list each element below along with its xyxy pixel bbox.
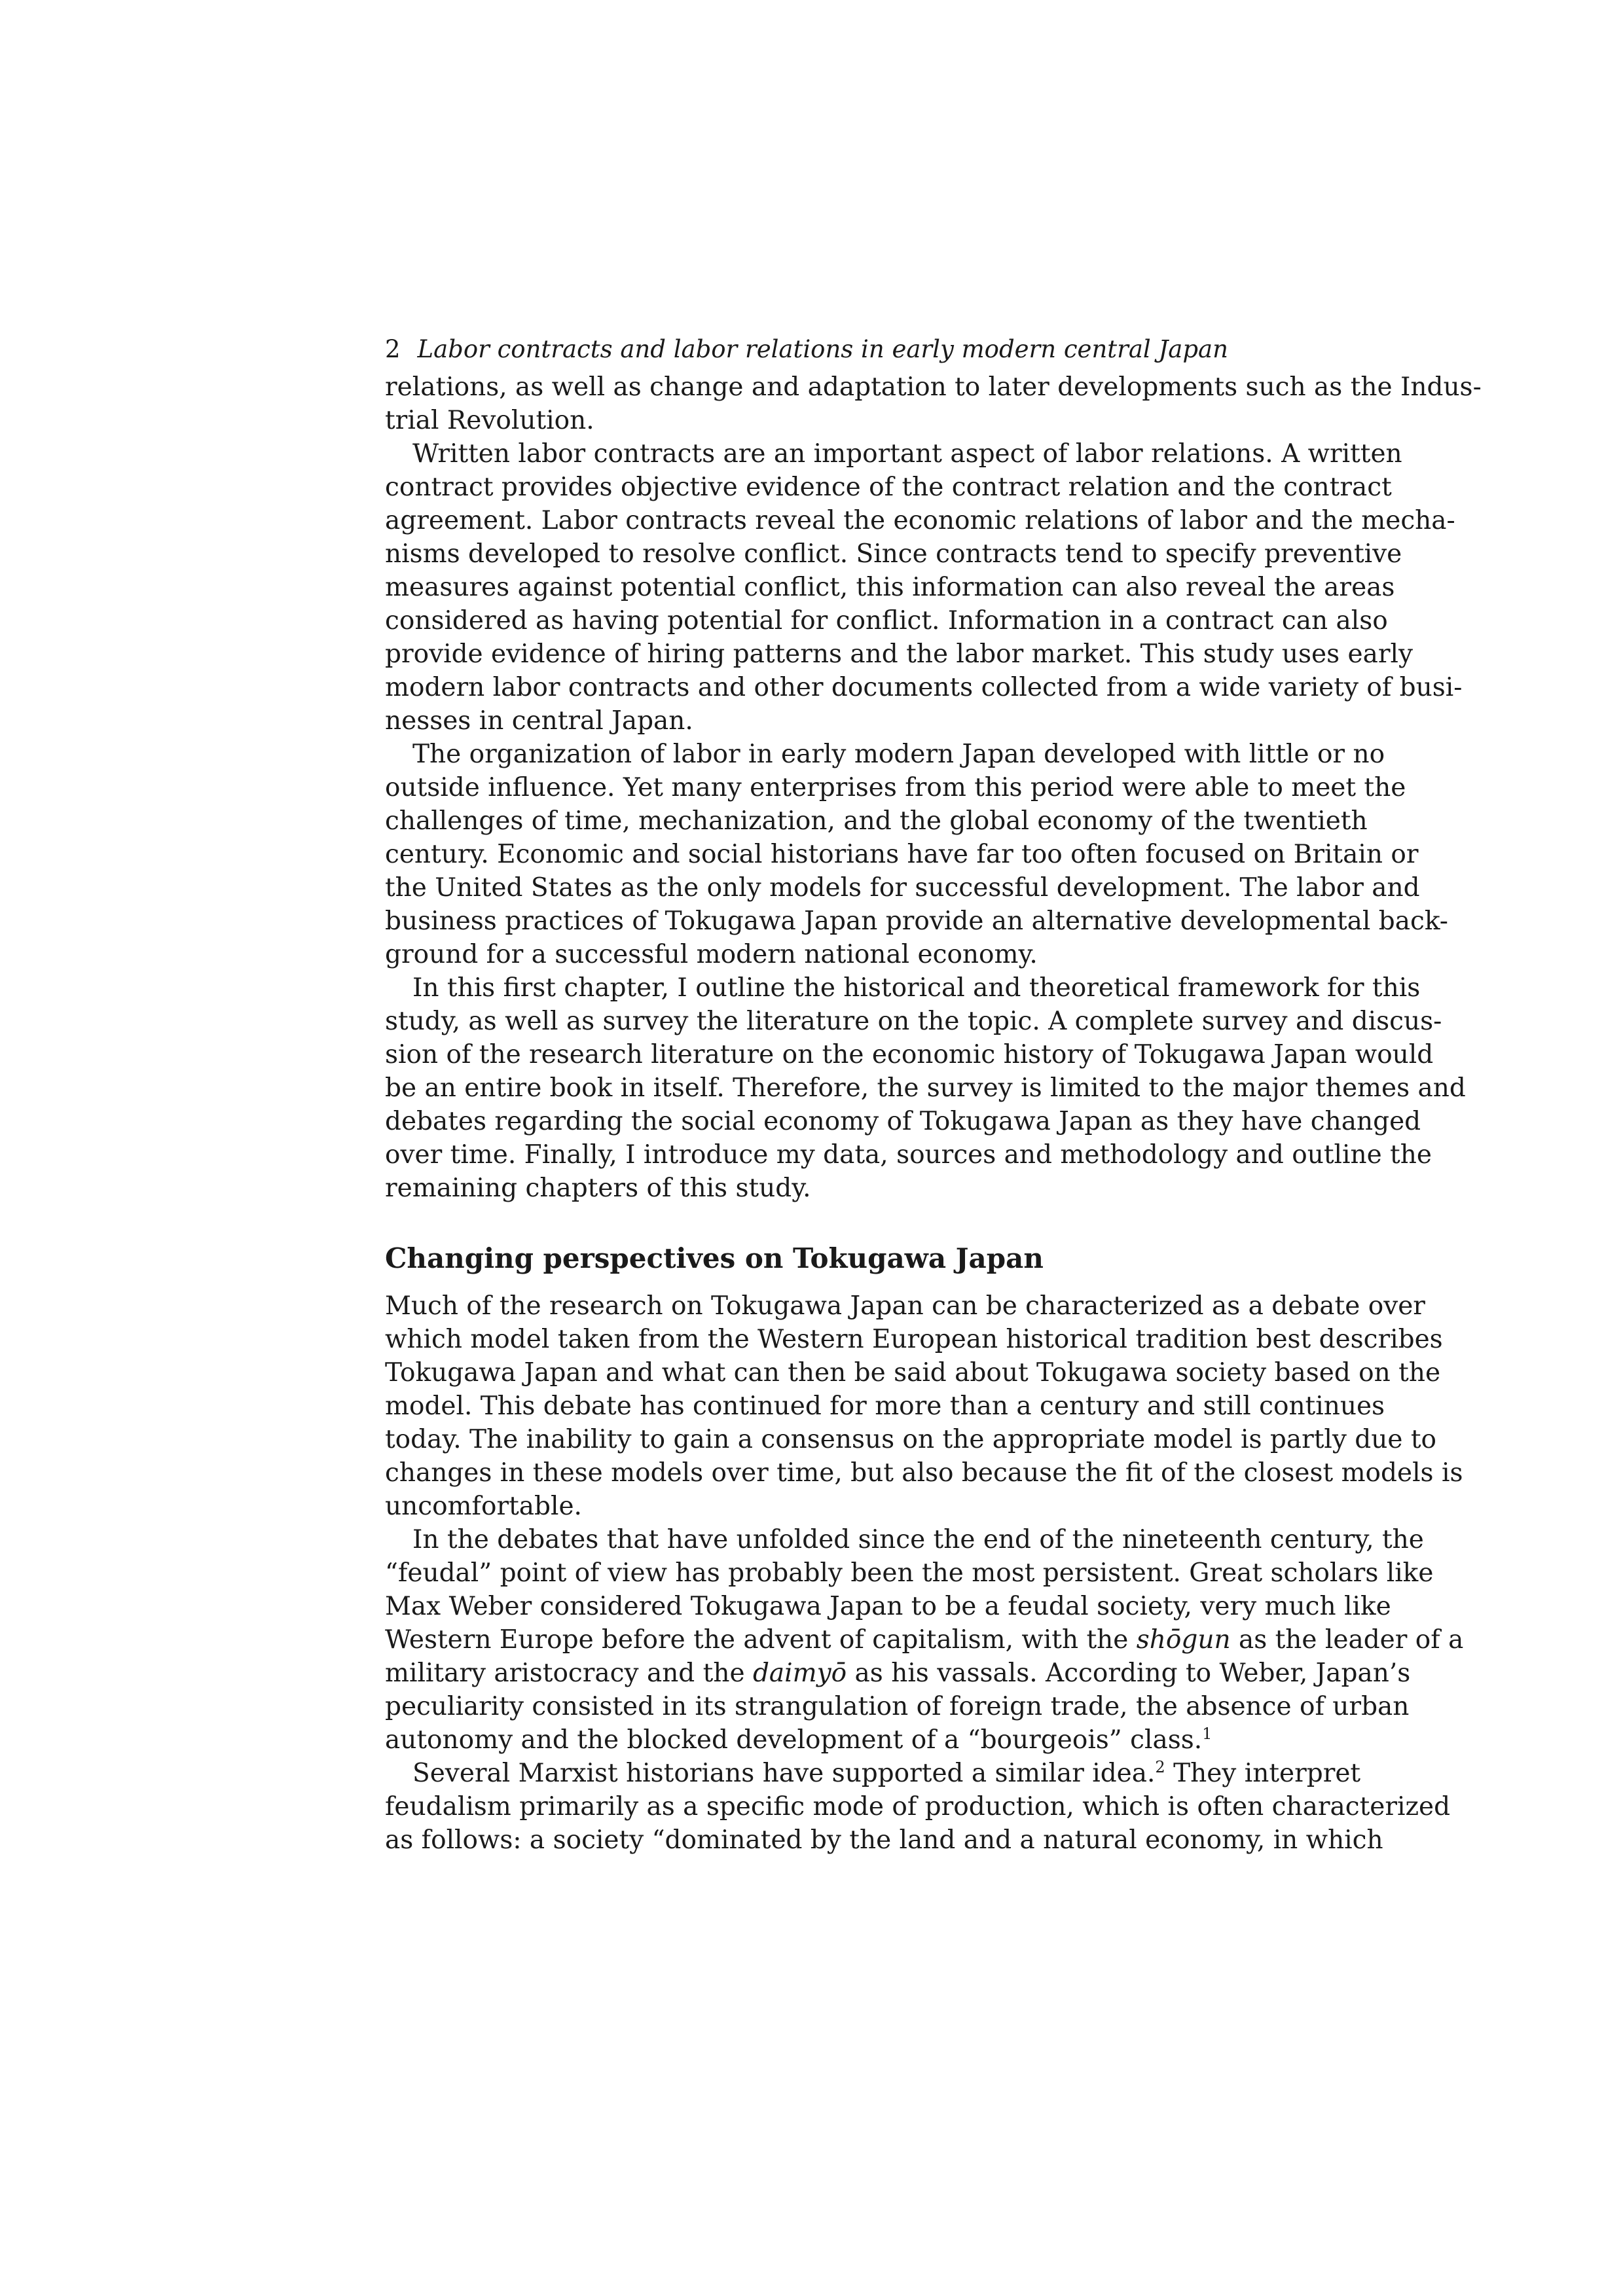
body-line: debates regarding the social economy of Tokugawa Japan as they have changed bbox=[385, 1107, 1421, 1136]
body-line: nesses in central Japan. bbox=[385, 706, 693, 736]
running-title: Labor contracts and labor relations in early modern central Japan bbox=[417, 335, 1228, 363]
body-line: challenges of time, mechanization, and the global economy of the twentieth bbox=[385, 806, 1368, 836]
body-line: today. The inability to gain a consensus on the appropriate model is partly due to bbox=[385, 1425, 1437, 1454]
body-line: feudalism primarily as a specific mode of production, which is often characterized bbox=[385, 1792, 1451, 1821]
body-line: remaining chapters of this study. bbox=[385, 1174, 811, 1203]
italic-term-shogun: shōgun bbox=[1136, 1625, 1231, 1655]
body-line: over time. Finally, I introduce my data, sources and methodology and outline the bbox=[385, 1140, 1432, 1170]
body-text: military aristocracy and the bbox=[385, 1659, 753, 1688]
footnote-marker[interactable]: 2 bbox=[1155, 1758, 1165, 1776]
body-line bbox=[385, 1657, 1411, 1691]
footnote-marker[interactable]: 1 bbox=[1202, 1725, 1213, 1743]
body-text: as the leader of a bbox=[1230, 1625, 1464, 1655]
body-line: sion of the research literature on the economic history of Tokugawa Japan would bbox=[385, 1040, 1434, 1069]
body-line: uncomfortable. bbox=[385, 1492, 582, 1521]
body-line: outside influence. Yet many enterprises from this period were able to meet the bbox=[385, 773, 1406, 802]
italic-term-daimyo: daimyō bbox=[752, 1659, 847, 1688]
page-number: 2 bbox=[385, 335, 401, 363]
body-line bbox=[385, 1723, 1259, 1757]
body-line: ground for a successful modern national economy. bbox=[385, 940, 1038, 969]
body-text: Several Marxist historians have supported a similar idea. bbox=[412, 1759, 1156, 1788]
body-text: They interpret bbox=[1165, 1759, 1361, 1788]
body-line: changes in these models over time, but also because the fit of the closest models is bbox=[385, 1458, 1463, 1488]
body-line bbox=[412, 1757, 1361, 1791]
body-line: century. Economic and social historians have far too often focused on Britain or bbox=[385, 840, 1419, 869]
body-text: Western Europe before the advent of capitalism, with the bbox=[385, 1625, 1137, 1655]
body-line: business practices of Tokugawa Japan provide an alternative developmental back- bbox=[385, 906, 1448, 936]
body-line: trial Revolution. bbox=[385, 406, 594, 435]
body-line: Max Weber considered Tokugawa Japan to be a feudal society, very much like bbox=[385, 1592, 1391, 1621]
body-line: which model taken from the Western European historical tradition best describes bbox=[385, 1325, 1443, 1354]
body-text: autonomy and the blocked development of a “bourgeois” class. bbox=[385, 1725, 1203, 1755]
body-line: The organization of labor in early modern Japan developed with little or no bbox=[412, 740, 1385, 769]
body-line: modern labor contracts and other documents collected from a wide variety of busi- bbox=[385, 673, 1463, 702]
body-line: Much of the research on Tokugawa Japan can be characterized as a debate over bbox=[385, 1291, 1425, 1321]
body-line: agreement. Labor contracts reveal the economic relations of labor and the mecha- bbox=[385, 506, 1455, 535]
body-line: Tokugawa Japan and what can then be said about Tokugawa society based on the bbox=[385, 1358, 1441, 1388]
body-line: relations, as well as change and adaptation to later developments such as the Indus- bbox=[385, 372, 1482, 402]
body-line: nisms developed to resolve conflict. Since contracts tend to specify preventive bbox=[385, 539, 1402, 569]
body-line: peculiarity consisted in its strangulation of foreign trade, the absence of urban bbox=[385, 1692, 1410, 1721]
section-heading: Changing perspectives on Tokugawa Japan bbox=[385, 1242, 1044, 1274]
body-line: “feudal” point of view has probably been the most persistent. Great scholars like bbox=[385, 1558, 1434, 1588]
body-line: In this first chapter, I outline the historical and theoretical framework for this bbox=[412, 973, 1421, 1003]
running-head bbox=[385, 334, 1259, 365]
body-line: Written labor contracts are an important aspect of labor relations. A written bbox=[412, 439, 1402, 469]
body-line: contract provides objective evidence of the contract relation and the contract bbox=[385, 473, 1392, 502]
body-line: the United States as the only models for successful development. The labor and bbox=[385, 873, 1420, 903]
body-line: study, as well as survey the literature on the topic. A complete survey and discus- bbox=[385, 1007, 1442, 1036]
body-line bbox=[385, 1623, 1464, 1657]
body-text: as his vassals. According to Weber, Japan’s bbox=[847, 1659, 1411, 1688]
body-line: model. This debate has continued for more than a century and still continues bbox=[385, 1391, 1385, 1421]
body-line: In the debates that have unfolded since the end of the nineteenth century, the bbox=[412, 1525, 1424, 1554]
body-line: as follows: a society “dominated by the land and a natural economy, in which bbox=[385, 1825, 1383, 1855]
body-line: provide evidence of hiring patterns and the labor market. This study uses early bbox=[385, 639, 1413, 669]
body-line: considered as having potential for conflict. Information in a contract can also bbox=[385, 606, 1388, 636]
body-line: be an entire book in itself. Therefore, the survey is limited to the major themes and bbox=[385, 1073, 1466, 1103]
body-line: measures against potential conflict, this information can also reveal the areas bbox=[385, 573, 1395, 602]
